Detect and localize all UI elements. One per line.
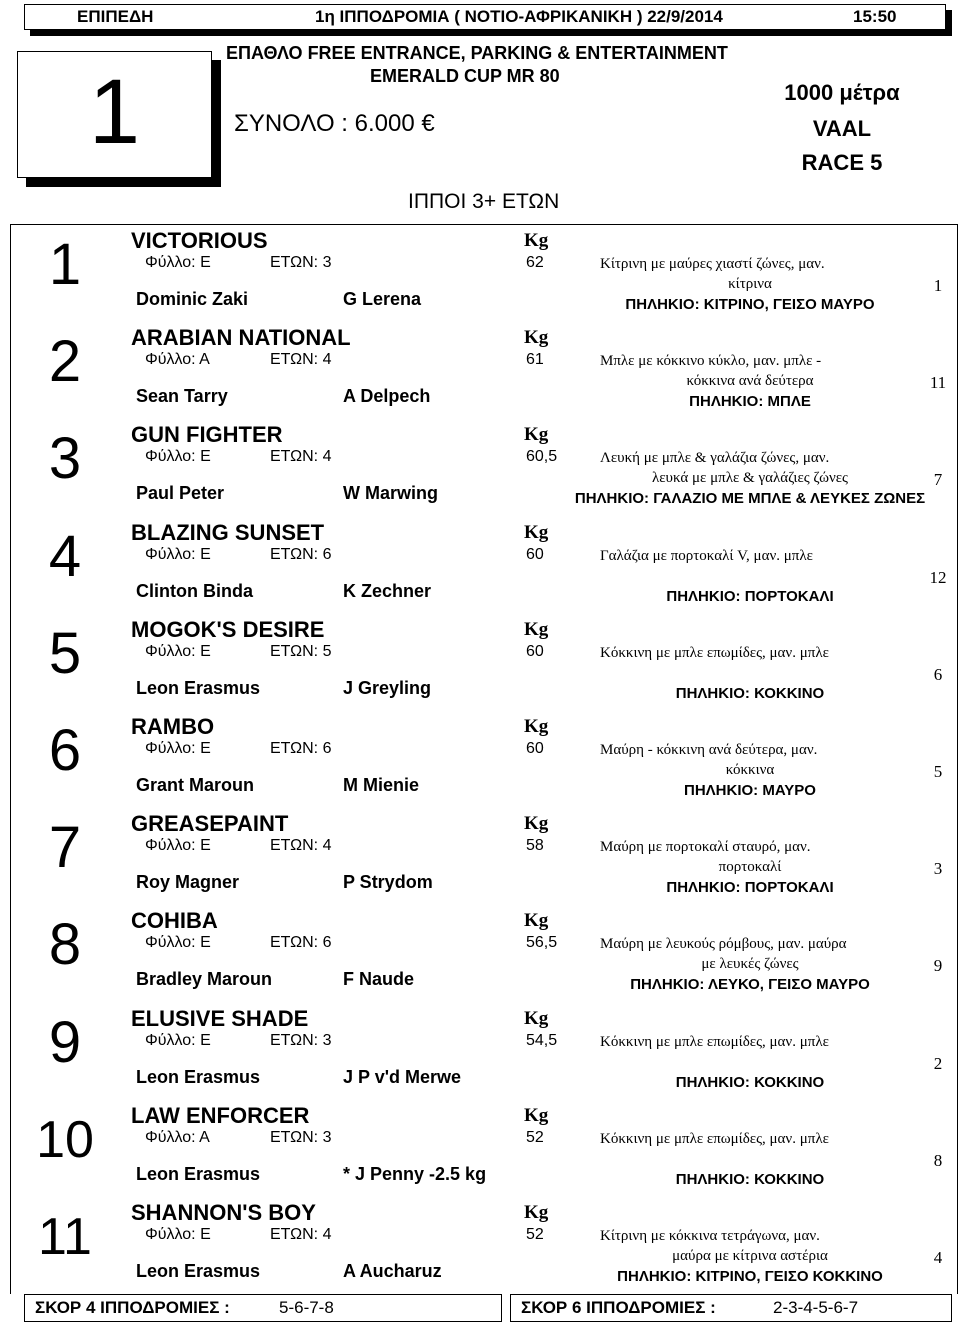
horse-age: ΕΤΩΝ: 3 xyxy=(270,254,332,271)
runner-row xyxy=(10,712,958,809)
score4-box xyxy=(24,1294,502,1322)
helmet-colour: ΠΗΛΗΚΙΟ: ΠΟΡΤΟΚΑΛΙ xyxy=(666,879,834,897)
racing-colours xyxy=(600,546,900,566)
score6-value: 2-3-4-5-6-7 xyxy=(773,1298,859,1317)
runner-row xyxy=(10,226,958,323)
runner-row xyxy=(10,518,958,615)
trainer-name: J Greyling xyxy=(343,677,432,698)
draw-number: 5 xyxy=(933,762,943,781)
horse-sex: Φύλλο: Ε xyxy=(145,448,211,466)
horse-age: ΕΤΩΝ: 6 xyxy=(270,740,332,757)
horse-age: ΕΤΩΝ: 5 xyxy=(270,642,332,660)
racing-colours xyxy=(600,740,900,780)
jockey-name: Leon Erasmus xyxy=(136,1163,261,1184)
colours-line1: Μαύρη με πορτοκαλί σταυρό, μαν. xyxy=(600,839,811,856)
horse-name: COHIBA xyxy=(131,908,218,934)
horse-age: ΕΤΩΝ: 3 xyxy=(270,1128,332,1146)
colours-line1: Κίτρινη με μαύρες χιαστί ζώνες, μαν. xyxy=(600,256,825,272)
helmet-colour: ΠΗΛΗΚΙΟ: ΚΟΚΚΙΝΟ xyxy=(675,1073,825,1091)
runner-number: 6 xyxy=(48,718,82,783)
jockey-name: Roy Magner xyxy=(136,872,240,893)
jockey-name: Leon Erasmus xyxy=(136,677,261,698)
horse-age: ΕΤΩΝ: 3 xyxy=(270,1031,332,1049)
colours-line1: Κίτρινη με κόκκινα τετράγωνα, μαν. xyxy=(600,1228,820,1244)
kg-label: Kg xyxy=(524,1202,549,1223)
horse-name: MOGOK'S DESIRE xyxy=(131,616,325,642)
racing-colours xyxy=(600,1129,900,1149)
horse-age: ΕΤΩΝ: 6 xyxy=(270,545,332,563)
race-date-title: 1η ΙΠΠΟΔΡΟΜΙΑ ( ΝΟΤΙΟ-ΑΦΡΙΚΑΝΙΚΗ ) 22/9/2014 xyxy=(315,7,723,26)
racing-colours xyxy=(600,1226,900,1266)
jockey-name: Sean Tarry xyxy=(136,386,228,407)
racing-colours xyxy=(600,643,900,663)
score6-label: ΣΚΟΡ 6 ΙΠΠΟΔΡΟΜΙΕΣ : xyxy=(521,1298,716,1317)
helmet-colour: ΠΗΛΗΚΙΟ: ΚΟΚΚΙΝΟ xyxy=(675,684,825,702)
race-label: RACE 5 xyxy=(801,150,883,175)
trainer-name: A Delpech xyxy=(343,386,431,407)
colours-line1: Κόκκινη με μπλε επωμίδες, μαν. μπλε xyxy=(600,1130,829,1147)
horse-sex: Φύλλο: Α xyxy=(145,1128,210,1146)
jockey-name: Leon Erasmus xyxy=(136,1261,261,1281)
draw-number: 4 xyxy=(933,1248,943,1267)
racing-colours xyxy=(600,448,900,488)
runner-number: 8 xyxy=(48,912,82,978)
draw-number: 1 xyxy=(933,276,943,295)
race-prize-total: ΣΥΝΟΛΟ : 6.000 € xyxy=(234,110,435,137)
horse-sex: Φύλλο: Ε xyxy=(145,1226,211,1243)
horse-sex: Φύλλο: Ε xyxy=(145,545,211,563)
colours-line1: Κόκκινη με μπλε επωμίδες, μαν. μπλε xyxy=(600,1033,829,1050)
race-box-shadow-bottom xyxy=(26,178,221,187)
horse-sex: Φύλλο: Ε xyxy=(145,934,211,952)
race-title-line2: EMERALD CUP MR 80 xyxy=(370,66,560,86)
race-distance: 1000 μέτρα xyxy=(784,80,900,105)
jockey-name: Bradley Maroun xyxy=(136,969,273,990)
draw-number: 3 xyxy=(933,859,943,879)
horse-weight: 60 xyxy=(526,740,544,757)
horse-weight: 56,5 xyxy=(526,934,558,952)
horse-name: ARABIAN NATIONAL xyxy=(131,325,351,351)
kg-label: Kg xyxy=(524,230,549,251)
runner-row xyxy=(10,1004,958,1101)
race-time: 15:50 xyxy=(853,7,897,26)
runner-number: 1 xyxy=(48,232,82,297)
horse-weight: 60,5 xyxy=(526,448,558,466)
helmet-colour: ΠΗΛΗΚΙΟ: ΜΑΥΡΟ xyxy=(684,782,816,799)
horse-weight: 52 xyxy=(526,1226,544,1243)
helmet-colour: ΠΗΛΗΚΙΟ: ΠΟΡΤΟΚΑΛΙ xyxy=(666,587,834,605)
race-title-line1: ΕΠΑΘΛΟ FREE ENTRANCE, PARKING & ENTERTAINMENT xyxy=(226,43,728,63)
colours-line2: κόκκινα ανά δεύτερα xyxy=(686,373,814,390)
racing-colours xyxy=(600,1032,900,1052)
colours-line2: κόκκινα xyxy=(725,762,775,778)
helmet-colour: ΠΗΛΗΚΙΟ: ΓΑΛΑΖΙΟ ΜΕ ΜΠΛΕ & ΛΕΥΚΕΣ ΖΩΝΕΣ xyxy=(574,490,926,508)
runner-number: 3 xyxy=(48,426,82,492)
horse-name: SHANNON'S BOY xyxy=(131,1200,316,1225)
runner-number: 2 xyxy=(48,329,82,395)
horse-age: ΕΤΩΝ: 4 xyxy=(270,351,332,369)
helmet-colour: ΠΗΛΗΚΙΟ: ΛΕΥΚΟ, ΓΕΙΣΟ ΜΑΥΡΟ xyxy=(630,976,870,994)
horse-weight: 54,5 xyxy=(526,1031,558,1049)
horse-name: GREASEPAINT xyxy=(131,811,289,837)
draw-number: 11 xyxy=(929,373,947,393)
runner-row xyxy=(10,1101,958,1198)
runner-number: 4 xyxy=(48,523,82,589)
horse-weight: 60 xyxy=(526,642,544,660)
horse-age: ΕΤΩΝ: 4 xyxy=(270,448,332,466)
horse-name: BLAZING SUNSET xyxy=(131,519,325,545)
score4-label: ΣΚΟΡ 4 ΙΠΠΟΔΡΟΜΙΕΣ : xyxy=(35,1298,230,1317)
race-number-box xyxy=(17,51,212,178)
kg-label: Kg xyxy=(524,813,549,835)
draw-number: 12 xyxy=(929,567,947,587)
colours-line1: Μαύρη με λευκούς ρόμβους, μαν. μαύρα xyxy=(600,936,847,953)
draw-number: 7 xyxy=(933,470,943,490)
racing-colours xyxy=(600,934,900,974)
colours-line1: Κόκκινη με μπλε επωμίδες, μαν. μπλε xyxy=(600,644,829,661)
jockey-name: Leon Erasmus xyxy=(136,1066,261,1087)
horse-weight: 60 xyxy=(526,545,544,563)
kg-label: Kg xyxy=(524,424,549,446)
colours-line2: λευκά με μπλε & γαλάζιες ζώνες xyxy=(651,470,848,487)
racing-colours xyxy=(600,254,900,294)
helmet-colour: ΠΗΛΗΚΙΟ: ΚΙΤΡΙΝΟ, ΓΕΙΣΟ ΚΟΚΚΙΝΟ xyxy=(617,1268,883,1285)
kg-label: Kg xyxy=(524,327,549,349)
runner-number: 10 xyxy=(36,1110,94,1169)
horse-weight: 61 xyxy=(526,351,544,369)
horse-name: LAW ENFORCER xyxy=(131,1102,310,1128)
horse-name: VICTORIOUS xyxy=(131,228,268,253)
runner-number: 11 xyxy=(38,1208,92,1266)
helmet-colour: ΠΗΛΗΚΙΟ: ΚΙΤΡΙΝΟ, ΓΕΙΣΟ ΜΑΥΡΟ xyxy=(625,296,875,313)
trainer-name: * J Penny -2.5 kg xyxy=(343,1163,487,1184)
draw-number: 2 xyxy=(933,1053,943,1073)
kg-label: Kg xyxy=(524,716,549,737)
trainer-name: F Naude xyxy=(343,969,415,990)
horse-sex: Φύλλο: Ε xyxy=(145,254,211,271)
colours-line2: με λευκές ζώνες xyxy=(701,956,799,973)
draw-number: 8 xyxy=(933,1150,943,1170)
runner-row xyxy=(10,420,958,517)
horse-weight: 62 xyxy=(526,254,544,271)
colours-line2: μαύρα με κίτρινα αστέρια xyxy=(672,1248,828,1264)
horse-age: ΕΤΩΝ: 4 xyxy=(270,837,332,855)
race-box-shadow-right xyxy=(212,60,221,187)
horse-name: GUN FIGHTER xyxy=(131,422,283,448)
jockey-name: Clinton Binda xyxy=(136,580,253,601)
runner-number: 7 xyxy=(48,815,82,881)
header-shadow-bottom xyxy=(30,30,952,36)
race-age-group: ΙΠΠΟΙ 3+ ΕΤΩΝ xyxy=(408,190,560,213)
race-header-bar xyxy=(24,4,946,30)
trainer-name: P Strydom xyxy=(343,872,433,893)
horse-age: ΕΤΩΝ: 6 xyxy=(270,934,332,952)
horse-sex: Φύλλο: Ε xyxy=(145,642,211,660)
trainer-name: K Zechner xyxy=(343,580,432,601)
racing-colours xyxy=(600,351,900,391)
kg-label: Kg xyxy=(524,618,549,640)
score6-box xyxy=(510,1294,952,1322)
horse-sex: Φύλλο: Ε xyxy=(145,837,211,855)
runner-number: 9 xyxy=(48,1009,82,1075)
horse-age: ΕΤΩΝ: 4 xyxy=(270,1226,332,1243)
race-venue: VAAL xyxy=(812,116,872,141)
colours-line1: Λευκή με μπλε & γαλάζια ζώνες, μαν. xyxy=(600,450,830,467)
track-surface: ΕΠΙΠΕΔΗ xyxy=(77,7,154,26)
kg-label: Kg xyxy=(524,910,549,932)
runner-row xyxy=(10,615,958,712)
trainer-name: A Aucharuz xyxy=(343,1261,442,1281)
colours-line2: κίτρινα xyxy=(728,276,772,292)
trainer-name: J P v'd Merwe xyxy=(343,1066,462,1087)
runner-row xyxy=(10,809,958,906)
horse-weight: 52 xyxy=(526,1128,544,1146)
jockey-name: Paul Peter xyxy=(136,483,225,504)
runner-row xyxy=(10,1198,958,1295)
horse-weight: 58 xyxy=(526,837,544,855)
race-number: 1 xyxy=(88,61,141,163)
racing-colours xyxy=(600,837,900,877)
colours-line2: πορτοκαλί xyxy=(718,859,782,876)
runner-row xyxy=(10,323,958,420)
jockey-name: Grant Maroun xyxy=(136,775,255,795)
horse-sex: Φύλλο: Ε xyxy=(145,1031,211,1049)
kg-label: Kg xyxy=(524,521,549,543)
table-top-border xyxy=(10,224,958,225)
helmet-colour: ΠΗΛΗΚΙΟ: ΚΟΚΚΙΝΟ xyxy=(675,1170,825,1188)
horse-sex: Φύλλο: Ε xyxy=(145,740,211,757)
draw-number: 6 xyxy=(933,664,943,684)
horse-name: ELUSIVE SHADE xyxy=(131,1005,309,1031)
jockey-name: Dominic Zaki xyxy=(136,289,249,309)
trainer-name: G Lerena xyxy=(343,289,422,309)
kg-label: Kg xyxy=(524,1104,549,1126)
horse-sex: Φύλλο: Α xyxy=(145,351,210,369)
draw-number: 9 xyxy=(933,956,943,976)
colours-line1: Μαύρη - κόκκινη ανά δεύτερα, μαν. xyxy=(600,742,818,758)
runner-number: 5 xyxy=(48,620,82,686)
horse-name: RAMBO xyxy=(131,714,215,739)
colours-line1: Μπλε με κόκκινο κύκλο, μαν. μπλε - xyxy=(600,353,822,370)
trainer-name: W Marwing xyxy=(343,483,438,504)
helmet-colour: ΠΗΛΗΚΙΟ: ΜΠΛΕ xyxy=(689,393,811,411)
runner-row xyxy=(10,906,958,1003)
colours-line1: Γαλάζια με πορτοκαλί V, μαν. μπλε xyxy=(600,547,813,564)
trainer-name: M Mienie xyxy=(343,775,420,795)
kg-label: Kg xyxy=(524,1007,549,1029)
score4-value: 5-6-7-8 xyxy=(279,1298,334,1317)
